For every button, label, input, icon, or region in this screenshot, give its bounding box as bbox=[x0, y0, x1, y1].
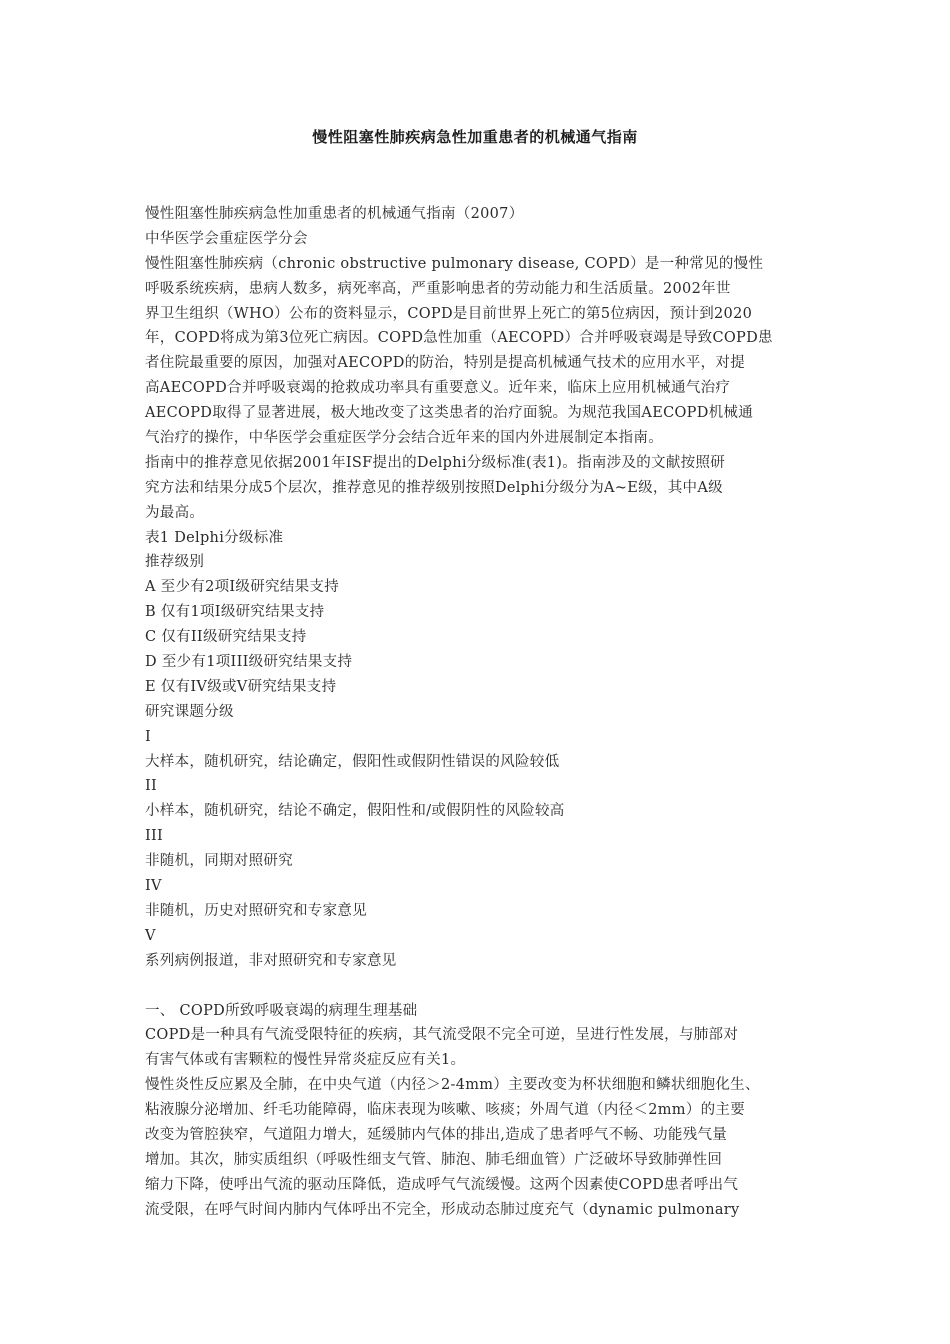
text-line: B 仅有1项I级研究结果支持 bbox=[145, 604, 325, 621]
text-line: 高AECOPD合并呼吸衰竭的抢救成功率具有重要意义。近年来，临床上应用机械通气治疗 bbox=[145, 380, 731, 397]
text-line: 小样本，随机研究，结论不确定，假阳性和/或假阴性的风险较高 bbox=[145, 803, 565, 820]
text-line: C 仅有II级研究结果支持 bbox=[145, 629, 307, 646]
text-line: IV bbox=[145, 878, 162, 895]
text-line: II bbox=[145, 778, 158, 795]
text-line: 非随机，历史对照研究和专家意见 bbox=[145, 902, 367, 919]
text-line: A 至少有2项I级研究结果支持 bbox=[145, 579, 340, 596]
body-section-intro bbox=[145, 202, 825, 974]
text-line: 慢性阻塞性肺疾病（chronic obstructive pulmonary disease, COPD）是一种常见的慢性 bbox=[145, 255, 764, 272]
text-line: 中华医学会重症医学分会 bbox=[145, 230, 308, 247]
text-line: 慢性炎性反应累及全肺，在中央气道（内径＞2-4mm）主要改变为杯状细胞和鳞状细胞化生、 bbox=[145, 1077, 760, 1094]
text-line: 缩力下降，使呼出气流的驱动压降低，造成呼气气流缓慢。这两个因素使COPD患者呼出气 bbox=[145, 1176, 739, 1193]
text-line: 年，COPD将成为第3位死亡病因。COPD急性加重（AECOPD）合并呼吸衰竭是导致COPD患 bbox=[145, 330, 773, 347]
text-line: 非随机，同期对照研究 bbox=[145, 853, 293, 870]
text-line: COPD是一种具有气流受限特征的疾病，其气流受限不完全可逆，呈进行性发展，与肺部对 bbox=[145, 1027, 739, 1044]
text-line: 表1 Delphi分级标准 bbox=[145, 529, 284, 546]
body-section-pathophysiology bbox=[145, 999, 825, 1223]
text-line: 界卫生组织（WHO）公布的资料显示，COPD是目前世界上死亡的第5位病因，预计到2020 bbox=[145, 305, 753, 322]
text-line: 大样本，随机研究，结论确定，假阳性或假阴性错误的风险较低 bbox=[145, 753, 560, 770]
text-line: 改变为管腔狭窄，气道阻力增大，延缓肺内气体的排出,造成了患者呼气不畅、功能残气量 bbox=[145, 1126, 728, 1143]
text-line: 慢性阻塞性肺疾病急性加重患者的机械通气指南（2007） bbox=[145, 206, 524, 222]
document-title: 慢性阻塞性肺疾病急性加重患者的机械通气指南 bbox=[312, 128, 638, 146]
text-line: 究方法和结果分成5个层次，推荐意见的推荐级别按照Delphi分级分为A~E级，其中A级 bbox=[145, 479, 723, 496]
text-line: 呼吸系统疾病，患病人数多，病死率高，严重影响患者的劳动能力和生活质量。2002年世 bbox=[145, 280, 731, 297]
text-line: E 仅有IV级或V研究结果支持 bbox=[145, 678, 337, 695]
document-body bbox=[145, 202, 825, 1223]
text-line: AECOPD取得了显著进展，极大地改变了这类患者的治疗面貌。为规范我国AECOPD机械通 bbox=[145, 405, 754, 422]
text-line: 一、 COPD所致呼吸衰竭的病理生理基础 bbox=[145, 1002, 418, 1019]
text-line: 系列病例报道，非对照研究和专家意见 bbox=[145, 952, 397, 969]
text-line: 粘液腺分泌增加、纤毛功能障碍，临床表现为咳嗽、咳痰；外周气道（内径＜2mm）的主要 bbox=[145, 1102, 746, 1119]
text-line: 有害气体或有害颗粒的慢性异常炎症反应有关1。 bbox=[145, 1052, 466, 1069]
text-line: 流受限，在呼气时间内肺内气体呼出不完全，形成动态肺过度充气（dynamic pulmonary bbox=[145, 1201, 740, 1218]
text-line: V bbox=[145, 927, 156, 944]
text-line: 为最高。 bbox=[145, 504, 205, 521]
text-line: D 至少有1项III级研究结果支持 bbox=[145, 654, 353, 671]
text-line: I bbox=[145, 728, 152, 745]
text-line: 增加。其次，肺实质组织（呼吸性细支气管、肺泡、肺毛细血管）广泛破坏导致肺弹性回 bbox=[145, 1151, 723, 1168]
text-line: 气治疗的操作，中华医学会重症医学分会结合近年来的国内外进展制定本指南。 bbox=[145, 430, 663, 447]
text-line: III bbox=[145, 828, 164, 845]
text-line: 研究课题分级 bbox=[145, 703, 234, 720]
text-line: 推荐级别 bbox=[145, 554, 205, 571]
text-line: 者住院最重要的原因，加强对AECOPD的防治，特别是提高机械通气技术的应用水平，对提 bbox=[145, 355, 746, 372]
section-gap bbox=[145, 974, 825, 999]
text-line: 指南中的推荐意见依据2001年ISF提出的Delphi分级标准(表1)。指南涉及的文献按照研 bbox=[145, 454, 726, 471]
